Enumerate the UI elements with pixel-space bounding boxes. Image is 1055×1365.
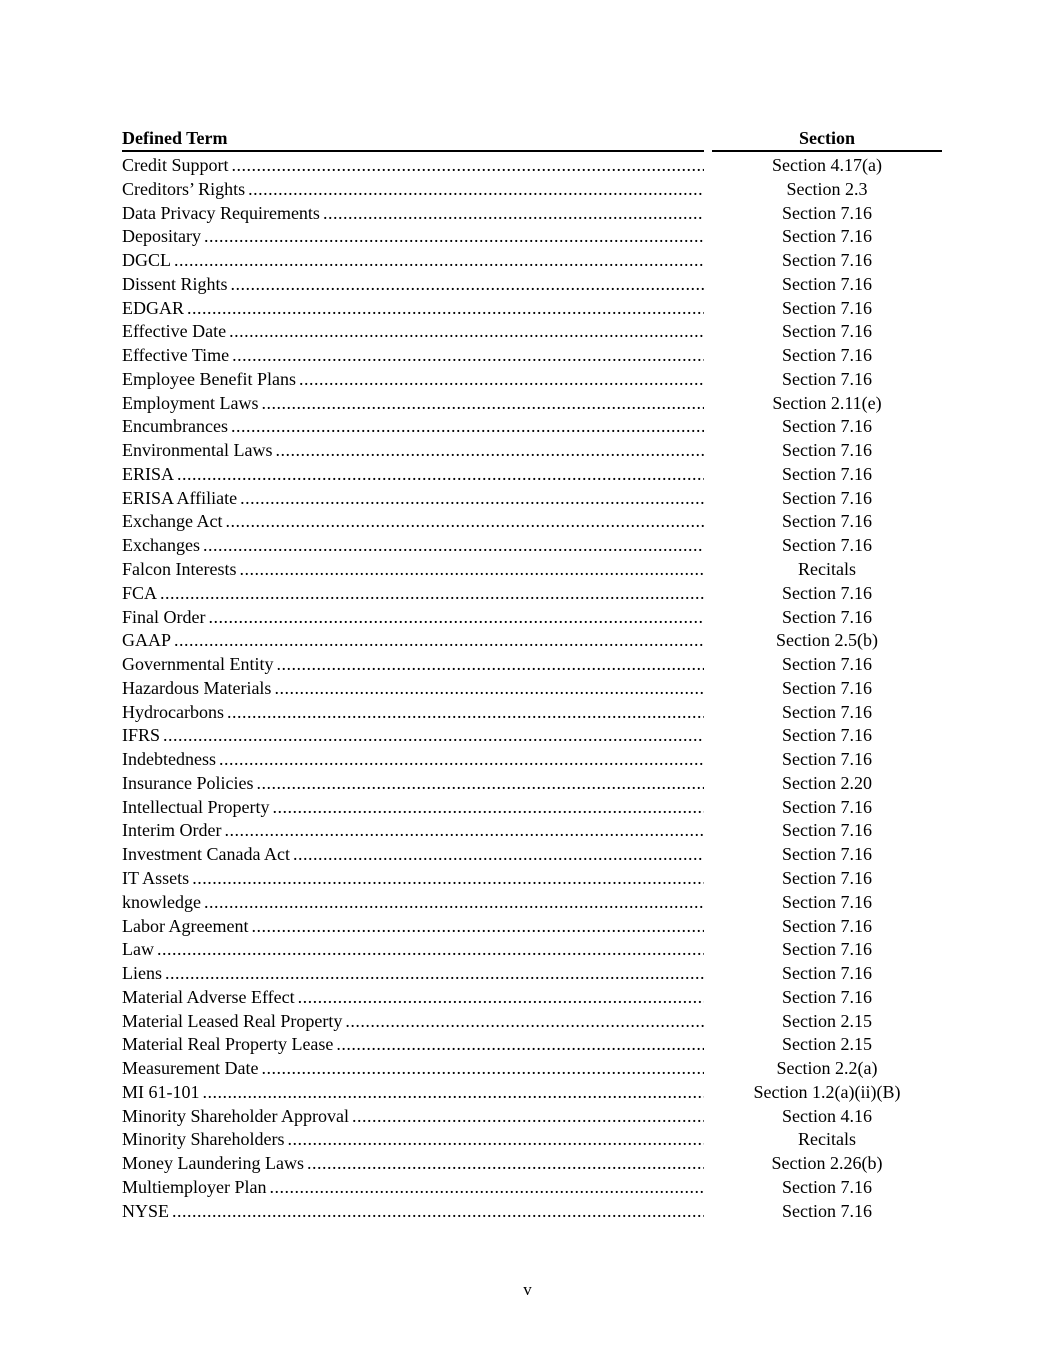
term-cell bbox=[122, 606, 704, 630]
column-gap bbox=[704, 724, 712, 748]
column-gap bbox=[704, 653, 712, 677]
defined-term: IT Assets bbox=[122, 867, 190, 888]
section-reference: Section 7.16 bbox=[782, 725, 872, 746]
column-gap bbox=[704, 867, 712, 891]
column-gap bbox=[704, 154, 712, 178]
term-cell bbox=[122, 249, 704, 273]
column-gap bbox=[704, 677, 712, 701]
defined-term: Material Real Property Lease bbox=[122, 1034, 334, 1055]
dot-leader bbox=[275, 439, 704, 463]
term-cell bbox=[122, 1200, 704, 1224]
dot-leader bbox=[219, 748, 704, 772]
column-gap bbox=[704, 1128, 712, 1152]
term-cell bbox=[122, 368, 704, 392]
dot-leader bbox=[187, 297, 704, 321]
dot-leader bbox=[352, 1105, 704, 1129]
defined-term: Labor Agreement bbox=[122, 915, 249, 936]
table-row bbox=[122, 748, 942, 772]
defined-term: Measurement Date bbox=[122, 1058, 259, 1079]
term-cell bbox=[122, 1152, 704, 1176]
column-gap bbox=[704, 1010, 712, 1034]
table-row bbox=[122, 1010, 942, 1034]
defined-term: Effective Date bbox=[122, 321, 227, 342]
table-row bbox=[122, 724, 942, 748]
section-reference: Section 7.16 bbox=[782, 915, 872, 936]
section-reference: Section 7.16 bbox=[782, 487, 872, 508]
section-column-header: Section bbox=[712, 126, 942, 152]
table-row bbox=[122, 867, 942, 891]
term-cell bbox=[122, 819, 704, 843]
term-cell bbox=[122, 415, 704, 439]
table-row bbox=[122, 202, 942, 226]
section-reference: Section 7.16 bbox=[782, 1200, 872, 1221]
column-gap bbox=[704, 392, 712, 416]
defined-term: IFRS bbox=[122, 725, 161, 746]
table-header-row bbox=[122, 126, 942, 152]
defined-term: Hazardous Materials bbox=[122, 677, 272, 698]
term-cell bbox=[122, 154, 704, 178]
column-gap bbox=[704, 344, 712, 368]
term-cell bbox=[122, 1176, 704, 1200]
table-row bbox=[122, 415, 942, 439]
dot-leader bbox=[203, 534, 704, 558]
term-cell bbox=[122, 1081, 704, 1105]
term-cell bbox=[122, 202, 704, 226]
defined-term: Multiemployer Plan bbox=[122, 1176, 267, 1197]
defined-term: Credit Support bbox=[122, 155, 229, 175]
term-cell bbox=[122, 653, 704, 677]
term-cell bbox=[122, 392, 704, 416]
table-row bbox=[122, 154, 942, 178]
dot-leader bbox=[177, 463, 704, 487]
section-reference: Section 2.3 bbox=[786, 178, 868, 199]
section-reference: Section 2.5(b) bbox=[776, 630, 878, 651]
table-row bbox=[122, 677, 942, 701]
column-gap bbox=[704, 819, 712, 843]
term-cell bbox=[122, 487, 704, 511]
section-reference: Section 7.16 bbox=[782, 867, 872, 888]
section-reference: Section 7.16 bbox=[782, 606, 872, 627]
dot-leader bbox=[276, 653, 704, 677]
column-gap bbox=[704, 772, 712, 796]
section-reference: Section 7.16 bbox=[782, 202, 872, 223]
section-reference: Section 7.16 bbox=[782, 345, 872, 366]
section-reference: Section 2.15 bbox=[782, 1010, 872, 1031]
dot-leader bbox=[293, 843, 704, 867]
defined-term: Depositary bbox=[122, 226, 201, 247]
term-cell bbox=[122, 1128, 704, 1152]
section-reference: Section 2.26(b) bbox=[771, 1153, 883, 1174]
dot-leader bbox=[272, 796, 704, 820]
dot-leader bbox=[231, 273, 704, 297]
section-reference: Recitals bbox=[798, 559, 856, 580]
dot-leader bbox=[274, 677, 704, 701]
defined-term-column-header: Defined Term bbox=[122, 126, 704, 152]
column-gap bbox=[704, 558, 712, 582]
term-cell bbox=[122, 510, 704, 534]
term-cell bbox=[122, 748, 704, 772]
table-row bbox=[122, 225, 942, 249]
column-gap bbox=[704, 202, 712, 226]
defined-term: MI 61-101 bbox=[122, 1081, 200, 1102]
column-gap bbox=[704, 606, 712, 630]
term-cell bbox=[122, 938, 704, 962]
column-gap bbox=[704, 629, 712, 653]
defined-term: Exchanges bbox=[122, 535, 200, 556]
dot-leader bbox=[345, 1010, 704, 1034]
table-row bbox=[122, 1057, 942, 1081]
defined-term: Dissent Rights bbox=[122, 273, 228, 294]
table-row bbox=[122, 368, 942, 392]
table-row bbox=[122, 534, 942, 558]
page-number: v bbox=[523, 1280, 532, 1299]
column-gap bbox=[704, 962, 712, 986]
section-reference: Section 7.16 bbox=[782, 986, 872, 1007]
dot-leader bbox=[261, 392, 704, 416]
column-gap bbox=[704, 986, 712, 1010]
table-row bbox=[122, 1081, 942, 1105]
dot-leader bbox=[203, 1081, 705, 1105]
section-reference: Section 7.16 bbox=[782, 321, 872, 342]
dot-leader bbox=[239, 558, 704, 582]
term-cell bbox=[122, 796, 704, 820]
column-gap bbox=[704, 439, 712, 463]
defined-term: EDGAR bbox=[122, 297, 184, 318]
column-gap bbox=[704, 1200, 712, 1224]
dot-leader bbox=[256, 772, 704, 796]
table-row bbox=[122, 582, 942, 606]
table-row bbox=[122, 796, 942, 820]
column-gap bbox=[704, 1105, 712, 1129]
dot-leader bbox=[232, 344, 704, 368]
defined-term: Creditors’ Rights bbox=[122, 178, 246, 199]
term-cell bbox=[122, 724, 704, 748]
term-cell bbox=[122, 320, 704, 344]
term-cell bbox=[122, 867, 704, 891]
dot-leader bbox=[248, 178, 704, 202]
defined-term: Material Leased Real Property bbox=[122, 1010, 343, 1031]
term-cell bbox=[122, 915, 704, 939]
column-gap bbox=[704, 178, 712, 202]
defined-term: Encumbrances bbox=[122, 416, 228, 437]
table-row bbox=[122, 629, 942, 653]
table-row bbox=[122, 1105, 942, 1129]
section-reference: Section 7.16 bbox=[782, 582, 872, 603]
term-cell bbox=[122, 273, 704, 297]
defined-term: Material Adverse Effect bbox=[122, 986, 295, 1007]
table-row bbox=[122, 510, 942, 534]
term-cell bbox=[122, 225, 704, 249]
defined-term: Employee Benefit Plans bbox=[122, 368, 296, 389]
column-gap bbox=[704, 915, 712, 939]
dot-leader bbox=[224, 819, 704, 843]
table-row bbox=[122, 843, 942, 867]
term-cell bbox=[122, 558, 704, 582]
column-gap bbox=[704, 796, 712, 820]
table-row bbox=[122, 891, 942, 915]
column-gap bbox=[704, 225, 712, 249]
table-row bbox=[122, 487, 942, 511]
defined-term: Minority Shareholders bbox=[122, 1129, 285, 1150]
dot-leader bbox=[157, 938, 704, 962]
column-gap bbox=[704, 320, 712, 344]
term-cell bbox=[122, 772, 704, 796]
term-cell bbox=[122, 843, 704, 867]
term-cell bbox=[122, 986, 704, 1010]
term-cell bbox=[122, 1105, 704, 1129]
column-gap bbox=[704, 1033, 712, 1057]
defined-term: Effective Time bbox=[122, 345, 230, 366]
column-gap bbox=[704, 1176, 712, 1200]
table-row bbox=[122, 986, 942, 1010]
defined-term: Hydrocarbons bbox=[122, 701, 224, 722]
dot-leader bbox=[231, 415, 704, 439]
table-row bbox=[122, 392, 942, 416]
table-row bbox=[122, 1152, 942, 1176]
section-reference: Section 7.16 bbox=[782, 297, 872, 318]
column-gap bbox=[704, 415, 712, 439]
term-cell bbox=[122, 1033, 704, 1057]
section-reference: Section 7.16 bbox=[782, 844, 872, 865]
dot-leader bbox=[298, 986, 704, 1010]
dot-leader bbox=[192, 867, 704, 891]
defined-terms-table bbox=[122, 126, 942, 1223]
defined-term: Law bbox=[122, 939, 154, 960]
section-reference: Section 7.16 bbox=[782, 796, 872, 817]
section-reference: Section 2.11(e) bbox=[772, 392, 882, 413]
defined-term: Final Order bbox=[122, 606, 206, 627]
term-cell bbox=[122, 701, 704, 725]
table-row bbox=[122, 463, 942, 487]
dot-leader bbox=[174, 629, 704, 653]
table-row bbox=[122, 772, 942, 796]
dot-leader bbox=[160, 582, 704, 606]
column-gap bbox=[704, 273, 712, 297]
dot-leader bbox=[208, 606, 704, 630]
section-reference: Section 7.16 bbox=[782, 749, 872, 770]
section-reference: Section 7.16 bbox=[782, 273, 872, 294]
column-gap bbox=[704, 463, 712, 487]
dot-leader bbox=[336, 1033, 704, 1057]
column-gap bbox=[704, 701, 712, 725]
column-gap bbox=[704, 510, 712, 534]
table-row bbox=[122, 439, 942, 463]
dot-leader bbox=[307, 1152, 704, 1176]
section-reference: Section 2.2(a) bbox=[776, 1058, 878, 1079]
table-row bbox=[122, 938, 942, 962]
section-reference: Section 7.16 bbox=[782, 1176, 872, 1197]
column-gap bbox=[704, 368, 712, 392]
table-row bbox=[122, 1128, 942, 1152]
term-cell bbox=[122, 677, 704, 701]
defined-term: knowledge bbox=[122, 891, 201, 912]
column-gap bbox=[704, 891, 712, 915]
table-row bbox=[122, 1033, 942, 1057]
table-row bbox=[122, 915, 942, 939]
dot-leader bbox=[163, 724, 704, 748]
dot-leader bbox=[232, 154, 705, 178]
defined-term: Falcon Interests bbox=[122, 559, 237, 580]
dot-leader bbox=[269, 1176, 704, 1200]
defined-term: DGCL bbox=[122, 250, 171, 271]
defined-term: Intellectual Property bbox=[122, 796, 270, 817]
section-reference: Section 7.16 bbox=[782, 891, 872, 912]
defined-term: Indebtedness bbox=[122, 749, 216, 770]
section-reference: Section 7.16 bbox=[782, 701, 872, 722]
defined-term: ERISA Affiliate bbox=[122, 487, 238, 508]
term-cell bbox=[122, 891, 704, 915]
dot-leader bbox=[227, 701, 704, 725]
defined-term: Exchange Act bbox=[122, 511, 223, 532]
term-cell bbox=[122, 582, 704, 606]
section-reference: Section 7.16 bbox=[782, 416, 872, 437]
section-reference: Section 7.16 bbox=[782, 963, 872, 984]
defined-term: Employment Laws bbox=[122, 392, 259, 413]
term-cell bbox=[122, 1010, 704, 1034]
term-cell bbox=[122, 463, 704, 487]
table-row bbox=[122, 962, 942, 986]
section-reference: Section 4.16 bbox=[782, 1105, 872, 1126]
column-gap bbox=[704, 487, 712, 511]
column-gap bbox=[704, 748, 712, 772]
dot-leader bbox=[172, 1200, 704, 1224]
term-cell bbox=[122, 297, 704, 321]
dot-leader bbox=[204, 891, 704, 915]
dot-leader bbox=[323, 202, 704, 226]
table-row bbox=[122, 1200, 942, 1224]
dot-leader bbox=[165, 962, 704, 986]
table-row bbox=[122, 653, 942, 677]
column-gap bbox=[704, 1081, 712, 1105]
section-reference: Section 7.16 bbox=[782, 535, 872, 556]
table-row bbox=[122, 819, 942, 843]
dot-leader bbox=[299, 368, 704, 392]
table-row bbox=[122, 344, 942, 368]
dot-leader bbox=[229, 320, 704, 344]
defined-term: Liens bbox=[122, 963, 162, 984]
term-cell bbox=[122, 534, 704, 558]
column-gap bbox=[704, 843, 712, 867]
table-row bbox=[122, 320, 942, 344]
section-reference: Recitals bbox=[798, 1129, 856, 1150]
section-reference: Section 7.16 bbox=[782, 677, 872, 698]
term-cell bbox=[122, 344, 704, 368]
table-row bbox=[122, 1176, 942, 1200]
dot-leader bbox=[204, 225, 704, 249]
table-row bbox=[122, 606, 942, 630]
dot-leader bbox=[174, 249, 704, 273]
defined-term: Interim Order bbox=[122, 820, 222, 841]
column-gap bbox=[704, 582, 712, 606]
table-row bbox=[122, 558, 942, 582]
column-gap bbox=[704, 938, 712, 962]
table-row bbox=[122, 249, 942, 273]
term-cell bbox=[122, 178, 704, 202]
column-gap bbox=[704, 534, 712, 558]
defined-term: Environmental Laws bbox=[122, 440, 273, 461]
dot-leader bbox=[261, 1057, 704, 1081]
dot-leader bbox=[225, 510, 704, 534]
section-reference: Section 7.16 bbox=[782, 939, 872, 960]
table-row bbox=[122, 701, 942, 725]
section-reference: Section 7.16 bbox=[782, 250, 872, 271]
term-cell bbox=[122, 629, 704, 653]
table-row bbox=[122, 273, 942, 297]
section-reference: Section 7.16 bbox=[782, 463, 872, 484]
column-gap bbox=[704, 297, 712, 321]
section-reference: Section 7.16 bbox=[782, 654, 872, 675]
section-reference: Section 7.16 bbox=[782, 368, 872, 389]
section-reference: Section 2.20 bbox=[782, 772, 872, 793]
section-reference: Section 1.2(a)(ii)(B) bbox=[753, 1081, 901, 1102]
table-row bbox=[122, 297, 942, 321]
defined-term: Insurance Policies bbox=[122, 772, 254, 793]
section-reference: Section 4.17(a) bbox=[772, 155, 882, 175]
defined-term: FCA bbox=[122, 582, 158, 603]
term-cell bbox=[122, 962, 704, 986]
section-reference: Section 7.16 bbox=[782, 511, 872, 532]
table-row bbox=[122, 178, 942, 202]
section-reference: Section 7.16 bbox=[782, 440, 872, 461]
column-gap bbox=[704, 126, 712, 152]
column-gap bbox=[704, 1057, 712, 1081]
defined-term: Investment Canada Act bbox=[122, 844, 290, 865]
table-body bbox=[122, 154, 942, 1223]
defined-term: NYSE bbox=[122, 1200, 170, 1221]
column-gap bbox=[704, 249, 712, 273]
defined-term: Data Privacy Requirements bbox=[122, 202, 320, 223]
defined-term: Money Laundering Laws bbox=[122, 1153, 304, 1174]
term-cell bbox=[122, 1057, 704, 1081]
section-reference: Section 2.15 bbox=[782, 1034, 872, 1055]
dot-leader bbox=[251, 915, 704, 939]
defined-term: GAAP bbox=[122, 630, 172, 651]
section-reference: Section 7.16 bbox=[782, 226, 872, 247]
term-cell bbox=[122, 439, 704, 463]
column-gap bbox=[704, 1152, 712, 1176]
dot-leader bbox=[240, 487, 704, 511]
defined-term: Minority Shareholder Approval bbox=[122, 1105, 349, 1126]
dot-leader bbox=[287, 1128, 704, 1152]
section-reference: Section 7.16 bbox=[782, 820, 872, 841]
defined-term: ERISA bbox=[122, 463, 175, 484]
defined-term: Governmental Entity bbox=[122, 654, 274, 675]
